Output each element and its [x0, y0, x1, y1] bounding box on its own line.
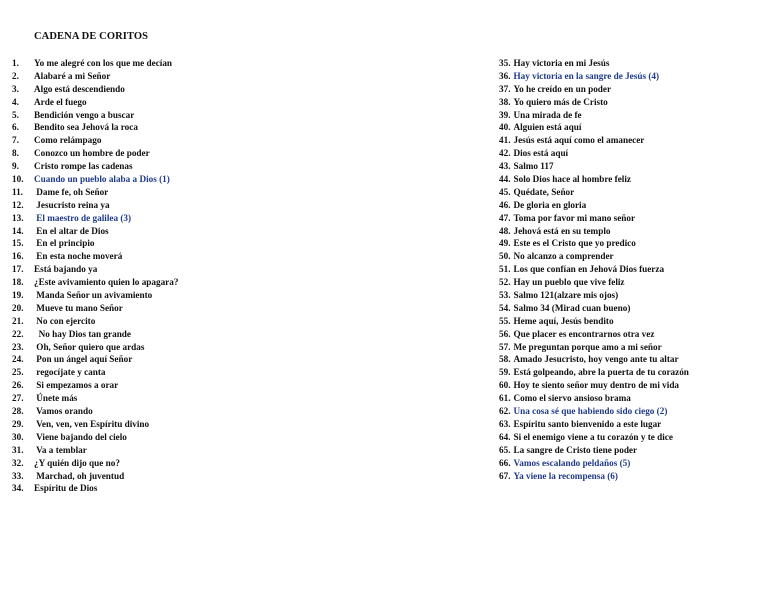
song-item: [499, 457, 764, 470]
song-number: 29.: [12, 418, 24, 429]
song-item: [12, 276, 312, 289]
song-item: [499, 366, 764, 379]
song-number: 15.: [12, 238, 24, 249]
song-item: [499, 134, 764, 147]
song-title: Solo Dios hace al hombre feliz: [513, 174, 631, 185]
song-number: 47.: [499, 212, 511, 223]
song-item: [12, 263, 312, 276]
song-item: [12, 289, 312, 302]
song-list-right: [499, 57, 764, 482]
song-number: 18.: [12, 277, 24, 288]
song-item: [12, 353, 312, 366]
song-number: 67.: [499, 470, 511, 481]
song-number: 7.: [12, 135, 19, 146]
song-number: 4.: [12, 96, 19, 107]
song-item: [12, 147, 312, 160]
song-title: Mueve tu mano Señor: [34, 302, 123, 313]
song-number: 14.: [12, 225, 24, 236]
song-number: 51.: [499, 264, 511, 275]
song-title: Hay victoria en mi Jesús: [513, 58, 610, 68]
song-title: Cristo rompe las cadenas: [34, 161, 133, 172]
song-number: 50.: [499, 251, 511, 262]
song-number: 61.: [499, 393, 511, 404]
song-number: 34.: [12, 483, 24, 494]
song-item: [499, 83, 764, 96]
song-item: [499, 289, 764, 302]
song-number: 25.: [12, 367, 24, 378]
song-number: 28.: [12, 406, 24, 417]
song-title: Espíritu santo bienvenido a este lugar: [513, 418, 662, 429]
song-number: 56.: [499, 328, 511, 339]
song-number: 40.: [499, 122, 511, 133]
song-title: ¿Este avivamiento quien lo apagara?: [34, 277, 179, 288]
song-title: Bendito sea Jehová la roca: [34, 122, 138, 133]
song-number: 3.: [12, 83, 19, 94]
song-item: [499, 186, 764, 199]
song-item: [499, 57, 764, 70]
song-title: Hoy te siento señor muy dentro de mi vida: [513, 380, 680, 391]
song-number: 64.: [499, 431, 511, 442]
song-number: 45.: [499, 186, 511, 197]
song-title: Ven, ven, ven Espíritu divino: [34, 418, 150, 429]
song-number: 54.: [499, 302, 511, 313]
song-item: [499, 418, 764, 431]
song-item: [499, 160, 764, 173]
song-title: Viene bajando del cielo: [34, 431, 127, 442]
song-title: Arde el fuego: [34, 96, 87, 107]
song-number: 9.: [12, 161, 19, 172]
song-number: 36.: [499, 70, 511, 81]
song-item: [499, 237, 764, 250]
song-title: Algo está descendiendo: [34, 83, 125, 94]
song-item: [499, 315, 764, 328]
song-title: Yo quiero más de Cristo: [513, 96, 608, 107]
song-number: 60.: [499, 380, 511, 391]
song-number: 35.: [499, 58, 511, 68]
song-title: Si el enemigo viene a tu corazón y te dice: [513, 431, 673, 442]
song-number: 48.: [499, 225, 511, 236]
song-title: Jesucristo reina ya: [34, 199, 110, 210]
song-item: [12, 405, 312, 418]
song-number: 53.: [499, 290, 511, 301]
song-number: 20.: [12, 302, 24, 313]
song-number: 66.: [499, 457, 511, 468]
song-item: [12, 186, 312, 199]
song-title: ¿Y quién dijo que no?: [34, 457, 120, 468]
song-title: Hay victoria en la sangre de Jesús (4): [513, 70, 660, 81]
song-title: Salmo 34 (Mirad cuan bueno): [513, 302, 631, 313]
song-item: [499, 70, 764, 83]
song-title: Salmo 121(alzare mis ojos): [513, 290, 619, 301]
song-item: [499, 353, 764, 366]
song-title: Oh, Señor quiero que ardas: [34, 341, 145, 352]
song-number: 52.: [499, 277, 511, 288]
song-item: [499, 470, 764, 483]
song-item: [12, 315, 312, 328]
song-number: 37.: [499, 83, 511, 94]
song-number: 10.: [12, 174, 24, 185]
song-number: 39.: [499, 109, 511, 120]
song-number: 38.: [499, 96, 511, 107]
song-title: Ya viene la recompensa (6): [513, 470, 618, 481]
song-title: Manda Señor un avivamiento: [34, 290, 153, 301]
song-item: [12, 83, 312, 96]
song-number: 30.: [12, 431, 24, 442]
song-title: Dame fe, oh Señor: [34, 186, 109, 197]
song-item: [12, 134, 312, 147]
song-item: [499, 431, 764, 444]
song-item: [499, 405, 764, 418]
song-item: [499, 147, 764, 160]
song-number: 5.: [12, 109, 19, 120]
song-item: [499, 276, 764, 289]
song-item: [12, 444, 312, 457]
song-item: [499, 263, 764, 276]
song-item: [499, 225, 764, 238]
song-title: Una mirada de fe: [513, 109, 582, 120]
song-title: Me preguntan porque amo a mi señor: [513, 341, 662, 352]
song-number: 63.: [499, 418, 511, 429]
song-item: [12, 482, 312, 495]
song-number: 44.: [499, 174, 511, 185]
song-item: [12, 431, 312, 444]
song-item: [12, 109, 312, 122]
song-title: Está bajando ya: [34, 264, 98, 275]
song-title: Conozco un hombre de poder: [34, 148, 150, 159]
song-title: Como relámpago: [34, 135, 102, 146]
song-item: [12, 341, 312, 354]
song-title: Este es el Cristo que yo predico: [513, 238, 636, 249]
song-title: No hay Dios tan grande: [34, 328, 131, 339]
song-title: Jesús está aquí como el amanecer: [513, 135, 645, 146]
song-title: Va a temblar: [34, 444, 87, 455]
song-title: Vamos escalando peldaños (5): [513, 457, 631, 468]
song-number: 58.: [499, 354, 511, 365]
song-item: [499, 199, 764, 212]
song-number: 62.: [499, 406, 511, 417]
song-item: [12, 199, 312, 212]
song-item: [499, 302, 764, 315]
song-number: 17.: [12, 264, 24, 275]
song-number: 32.: [12, 457, 24, 468]
song-title: Como el siervo ansioso brama: [513, 393, 631, 404]
song-title: El maestro de galilea (3): [34, 212, 132, 223]
song-number: 43.: [499, 161, 511, 172]
song-title: Vamos orando: [34, 406, 93, 417]
song-number: 26.: [12, 380, 24, 391]
song-number: 8.: [12, 148, 19, 159]
song-title: Marchad, oh juventud: [34, 470, 125, 481]
song-item: [499, 212, 764, 225]
song-item: [12, 237, 312, 250]
song-title: Hay un pueblo que vive feliz: [513, 277, 625, 288]
song-title: Está golpeando, abre la puerta de tu corazón: [513, 367, 689, 378]
song-number: 46.: [499, 199, 511, 210]
song-number: 31.: [12, 444, 24, 455]
song-item: [499, 250, 764, 263]
song-title: De gloria en gloria: [513, 199, 587, 210]
song-title: Únete más: [34, 393, 78, 404]
song-item: [12, 173, 312, 186]
song-number: 6.: [12, 122, 19, 133]
song-item: [12, 160, 312, 173]
song-number: 16.: [12, 251, 24, 262]
song-item: [12, 392, 312, 405]
song-item: [12, 212, 312, 225]
song-number: 27.: [12, 393, 24, 404]
song-item: [12, 379, 312, 392]
song-number: 49.: [499, 238, 511, 249]
song-item: [12, 121, 312, 134]
song-number: 2.: [12, 70, 19, 81]
song-item: [12, 225, 312, 238]
song-item: [12, 418, 312, 431]
song-item: [499, 328, 764, 341]
song-number: 57.: [499, 341, 511, 352]
song-title: Alabaré a mi Señor: [34, 70, 111, 81]
song-title: Espíritu de Dios: [34, 483, 98, 494]
song-item: [12, 457, 312, 470]
song-item: [499, 444, 764, 457]
song-number: 42.: [499, 148, 511, 159]
song-item: [12, 470, 312, 483]
song-item: [12, 250, 312, 263]
song-item: [499, 121, 764, 134]
song-item: [12, 366, 312, 379]
song-title: Heme aquí, Jesús bendito: [513, 315, 614, 326]
song-number: 21.: [12, 315, 24, 326]
song-title: Yo he creído en un poder: [513, 83, 612, 94]
song-title: Los que confían en Jehová Dios fuerza: [513, 264, 665, 275]
song-title: En el principio: [34, 238, 95, 249]
song-number: 22.: [12, 328, 24, 339]
song-title: Cuando un pueblo alaba a Dios (1): [34, 174, 170, 185]
song-title: Una cosa sé que habiendo sido ciego (2): [513, 406, 668, 417]
song-title: Si empezamos a orar: [34, 380, 119, 391]
song-title: Jehová está en su templo: [513, 225, 611, 236]
song-number: 12.: [12, 199, 24, 210]
song-number: 65.: [499, 444, 511, 455]
song-number: 1.: [12, 58, 19, 68]
song-item: [499, 96, 764, 109]
song-item: [12, 57, 312, 70]
song-item: [499, 109, 764, 122]
song-title: Bendición vengo a buscar: [34, 109, 135, 120]
song-number: 23.: [12, 341, 24, 352]
song-title: Amado Jesucristo, hoy vengo ante tu altar: [513, 354, 679, 365]
song-item: [12, 70, 312, 83]
song-title: En el altar de Dios: [34, 225, 109, 236]
song-title: Pon un ángel aquí Señor: [34, 354, 133, 365]
song-number: 13.: [12, 212, 24, 223]
song-title: regocíjate y canta: [34, 367, 106, 378]
song-item: [12, 96, 312, 109]
song-title: La sangre de Cristo tiene poder: [513, 444, 638, 455]
song-title: Alguien está aquí: [513, 122, 582, 133]
song-title: En esta noche moverá: [34, 251, 123, 262]
song-number: 24.: [12, 354, 24, 365]
song-title: Que placer es encontrarnos otra vez: [513, 328, 655, 339]
song-number: 33.: [12, 470, 24, 481]
song-title: Salmo 117: [513, 161, 554, 172]
song-title: Toma por favor mi mano señor: [513, 212, 636, 223]
song-number: 19.: [12, 290, 24, 301]
song-number: 55.: [499, 315, 511, 326]
song-item: [12, 302, 312, 315]
song-number: 11.: [12, 186, 23, 197]
song-item: [499, 173, 764, 186]
song-item: [499, 392, 764, 405]
song-item: [12, 328, 312, 341]
song-title: Dios está aquí: [513, 148, 569, 159]
song-item: [499, 341, 764, 354]
song-number: 59.: [499, 367, 511, 378]
document-title: CADENA DE CORITOS: [34, 31, 149, 42]
song-list-left: [12, 57, 312, 495]
song-title: No con ejercito: [34, 315, 96, 326]
song-title: Quédate, Señor: [513, 186, 575, 197]
song-title: Yo me alegré con los que me decían: [34, 58, 173, 68]
song-title: No alcanzo a comprender: [513, 251, 614, 262]
song-number: 41.: [499, 135, 511, 146]
song-item: [499, 379, 764, 392]
